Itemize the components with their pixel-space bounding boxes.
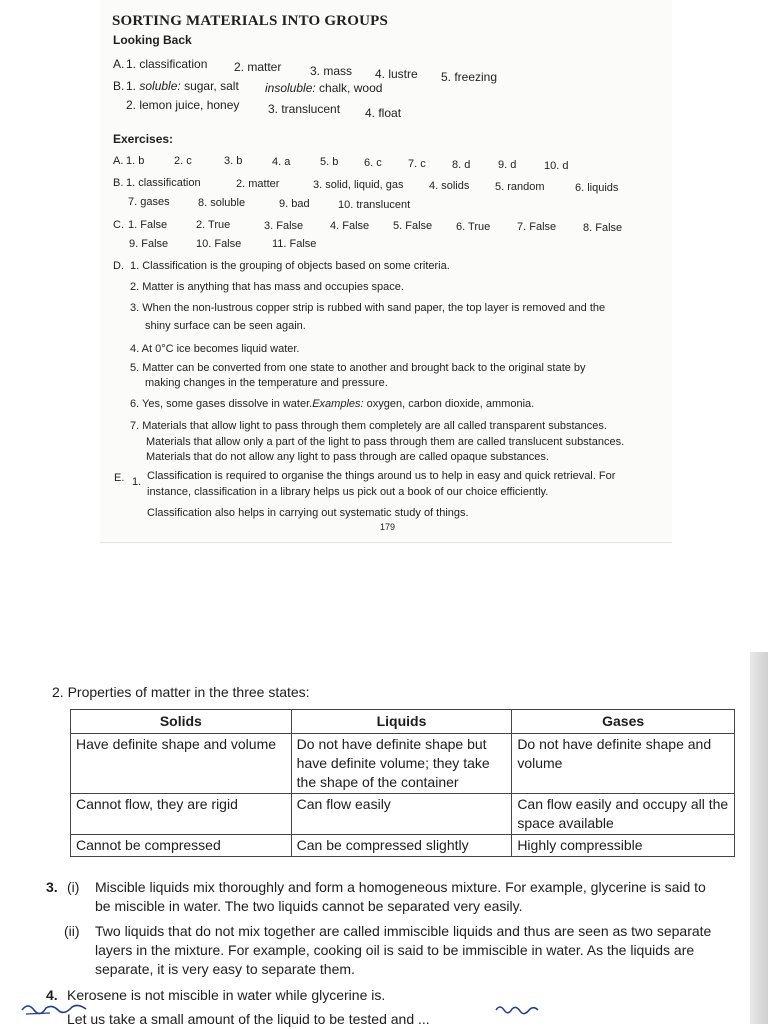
question-2-heading: 2. Properties of matter in the three states: <box>52 684 310 700</box>
answer-item: 7. c <box>408 158 426 170</box>
answer-item: 1. soluble: sugar, salt <box>126 79 239 93</box>
answer-item: 6. liquids <box>575 182 619 194</box>
column-header-gases: Gases <box>512 710 735 734</box>
answer-item: 2. matter <box>234 60 282 74</box>
table-cell: Do not have definite shape but have definite volume; they take the shape of the container <box>291 734 512 794</box>
exercise-e-label: E. <box>114 472 125 484</box>
answer-item: 5. b <box>320 156 339 168</box>
column-header-solids: Solids <box>71 710 292 734</box>
answer-line: 2. Matter is anything that has mass and occupies space. <box>130 281 404 293</box>
answer-item: 8. d <box>452 159 471 171</box>
table-cell: Cannot be compressed <box>71 835 292 857</box>
question-4-cut-line: Let us take a small amount of the liquid to be tested and ... <box>67 1011 430 1027</box>
answer-item: 3. False <box>264 220 304 232</box>
answer-item: 3. mass <box>310 64 353 78</box>
question-3-number: 3. <box>46 879 58 895</box>
answer-item: 5. False <box>393 220 433 232</box>
page-number: 179 <box>380 522 396 532</box>
answer-item: 5. freezing <box>441 70 498 84</box>
answer-item: 7. False <box>517 221 557 233</box>
question-4-text: Kerosene is not miscible in water while glycerine is. <box>67 987 386 1003</box>
table-cell: Highly compressible <box>512 835 735 857</box>
answer-item: 4. float <box>365 106 402 120</box>
answer-item: 11. False <box>272 238 317 250</box>
answer-item: 3. solid, liquid, gas <box>313 179 404 191</box>
answer-item: 6. True <box>456 221 491 233</box>
exercise-c-label: C. <box>113 219 124 231</box>
answer-item: 2. True <box>196 219 231 231</box>
answer-item: 1. b <box>126 155 145 167</box>
table-row <box>71 794 735 835</box>
table-cell: Can flow easily <box>291 794 512 835</box>
question-3-part-i-label: (i) <box>67 879 80 895</box>
answer-item: 3. translucent <box>268 102 341 116</box>
question-3-part-i-text: Miscible liquids mix thoroughly and form a homogeneous mixture. For example, glycerine is said to be miscible in water. The two liquids cannot be separated very easily. <box>95 879 706 914</box>
answer-item: 2. lemon juice, honey <box>126 98 240 112</box>
answer-item: 4. False <box>330 220 370 232</box>
answer-item: 10. translucent <box>338 199 411 211</box>
answer-line: 1. Classification is the grouping of objects based on some criteria. <box>130 260 450 272</box>
answer-line: 4. At 0°C ice becomes liquid water. <box>130 343 300 355</box>
answer-number: 1. <box>132 476 142 488</box>
table-cell: Do not have definite shape and volume <box>512 734 735 794</box>
table-cell: Can flow easily and occupy all the space available <box>512 794 735 835</box>
answer-item: 2. c <box>174 155 192 167</box>
answer-item: 1. classification <box>126 57 208 71</box>
exercise-d-label: D. <box>113 260 124 272</box>
table-cell: Have definite shape and volume <box>71 734 292 794</box>
answer-item: 2. matter <box>236 178 280 190</box>
answer-line: instance, classification in a library helps us pick out a book of our choice efficiently. <box>147 486 549 498</box>
answer-line: Classification is required to organise the things around us to help in easy and quick retrieval. For <box>147 470 616 482</box>
answer-item: 6. c <box>364 157 382 169</box>
table-row <box>71 734 735 794</box>
answer-item: 9. bad <box>279 198 310 210</box>
answer-item: 10. d <box>544 160 569 172</box>
answer-line: shiny surface can be seen again. <box>145 320 306 332</box>
looking-back-heading: Looking Back <box>113 33 192 47</box>
exercise-b-label: B. <box>113 177 124 189</box>
answer-item: 8. soluble <box>198 197 246 209</box>
answer-line: 3. When the non-lustrous copper strip is rubbed with sand paper, the top layer is removed and the <box>130 302 606 314</box>
table-header-row <box>71 710 735 734</box>
properties-table <box>70 709 735 857</box>
looking-back-b-label: B. <box>113 79 125 93</box>
answer-item: insoluble: chalk, wood <box>265 81 383 95</box>
answer-item: 1. classification <box>126 177 201 189</box>
table-cell: Cannot flow, they are rigid <box>71 794 292 835</box>
answer-item: 5. random <box>495 181 545 193</box>
question-3-part-ii-text: Two liquids that do not mix together are called immiscible liquids and thus are seen as two separate layers in the mixture. For example, cooking oil is said to be immiscible in water. As the liquids are separate, it is very easy to separate them. <box>95 923 712 977</box>
answer-item: 4. solids <box>429 180 470 192</box>
answer-line: 6. Yes, some gases dissolve in water.Examples: oxygen, carbon dioxide, ammonia. <box>130 398 535 410</box>
page-title: SORTING MATERIALS INTO GROUPS <box>112 13 389 29</box>
question-4-number: 4. <box>46 987 58 1003</box>
column-header-liquids: Liquids <box>291 710 512 734</box>
pen-scribble-icon <box>494 1002 540 1018</box>
answer-item: 4. a <box>272 156 291 168</box>
answer-line: 5. Matter can be converted from one state to another and brought back to the original state by <box>130 362 586 374</box>
table-cell: Can be compressed slightly <box>291 835 512 857</box>
table-row <box>71 835 735 857</box>
answer-item: 3. b <box>224 155 243 167</box>
answer-item: 8. False <box>583 222 623 234</box>
answer-item: 1. False <box>128 219 168 231</box>
exercises-heading: Exercises: <box>113 132 174 146</box>
answer-item: 9. d <box>498 159 517 171</box>
pen-scribble-icon <box>20 998 90 1018</box>
answer-item: 9. False <box>129 238 169 250</box>
answer-line: Materials that do not allow any light to pass through are called opaque substances. <box>146 451 549 463</box>
looking-back-a-label: A. <box>113 57 125 71</box>
answer-item: 7. gases <box>128 196 170 208</box>
question-3-part-ii-label: (ii) <box>64 923 80 939</box>
answer-line: Materials that allow only a part of the light to pass through them are called translucent substances. <box>146 436 625 448</box>
page-edge <box>750 652 768 1024</box>
answer-item: 10. False <box>196 238 242 250</box>
answer-item: 4. lustre <box>375 67 418 81</box>
exercise-a-label: A. <box>113 155 124 167</box>
answer-line: Classification also helps in carrying out systematic study of things. <box>147 507 469 519</box>
answer-line: 7. Materials that allow light to pass through them completely are all called transparent substances. <box>130 420 607 432</box>
answer-line: making changes in the temperature and pressure. <box>145 377 388 389</box>
